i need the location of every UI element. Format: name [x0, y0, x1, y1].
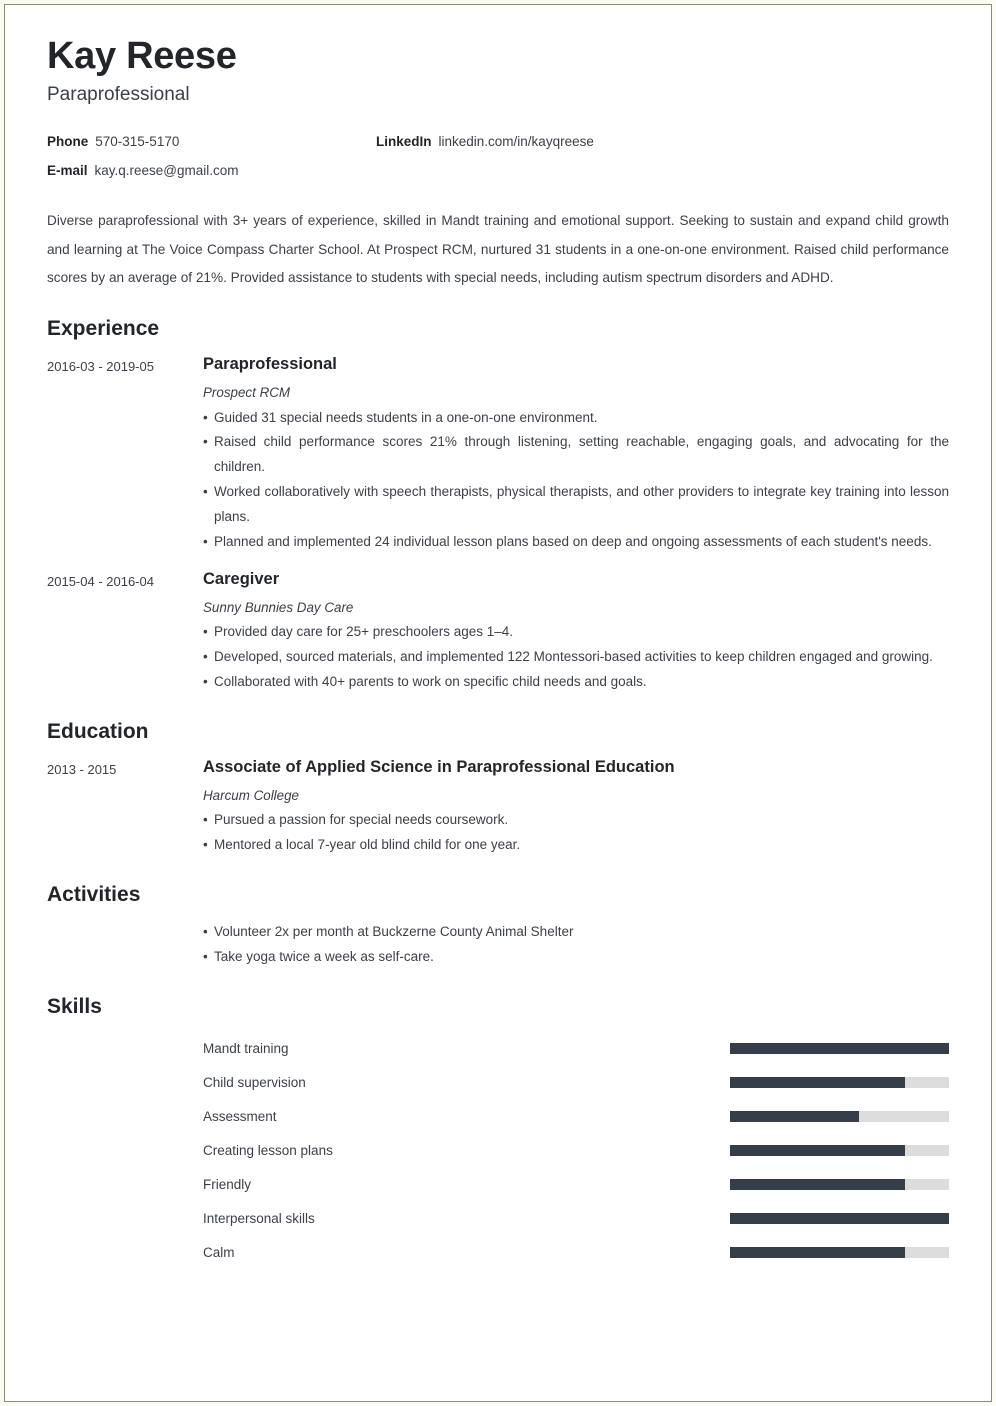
- bullet-item: • Developed, sourced materials, and implemented 122 Montessori-based activities to keep children engaged and growing.: [203, 645, 949, 670]
- section-activities: [5, 882, 991, 970]
- entry-body: [203, 920, 949, 970]
- section-title-activities: Activities: [47, 882, 141, 906]
- resume-page: [4, 4, 992, 1402]
- contact-linkedin[interactable]: [376, 133, 594, 151]
- skill-row: [47, 1202, 949, 1236]
- entry-role: Paraprofessional: [203, 355, 337, 373]
- skill-row: [47, 1032, 949, 1066]
- bullet-item: • Collaborated with 40+ parents to work on specific child needs and goals.: [203, 670, 949, 695]
- experience-entry: [47, 354, 949, 555]
- skill-level-fill: [730, 1179, 905, 1190]
- entry-bullets: [203, 406, 949, 555]
- candidate-job-title: Paraprofessional: [47, 83, 190, 105]
- skill-name: Creating lesson plans: [203, 1143, 333, 1159]
- skill-level-bar: [730, 1145, 949, 1156]
- bullet-item: • Pursued a passion for special needs coursework.: [203, 808, 949, 833]
- skill-name: Child supervision: [203, 1075, 306, 1091]
- contact-email[interactable]: [47, 162, 376, 180]
- bullet-item: • Raised child performance scores 21% through listening, setting reachable, engaging goals, and advocating for the children.: [203, 430, 949, 480]
- entry-date: 2015-04 - 2016-04: [47, 573, 154, 589]
- entry-body: [203, 569, 949, 695]
- bullet-item: • Worked collaboratively with speech therapists, physical therapists, and other providers to integrate key training into lesson plans.: [203, 480, 949, 530]
- experience-entry: [47, 569, 949, 695]
- entry-organization: Sunny Bunnies Day Care: [203, 599, 354, 615]
- skill-row: [47, 1236, 949, 1270]
- skill-name: Mandt training: [203, 1041, 289, 1057]
- section-title-skills: Skills: [47, 994, 102, 1018]
- skills-list: [47, 1032, 949, 1270]
- contact-linkedin-label: LinkedIn: [376, 134, 432, 150]
- entry-date: 2013 - 2015: [47, 761, 117, 777]
- entry-school: Harcum College: [203, 787, 300, 803]
- contact-email-value[interactable]: kay.q.reese@gmail.com: [94, 162, 239, 178]
- resume-header: [5, 5, 991, 179]
- entry-bullets: [203, 808, 949, 858]
- contact-phone-label: Phone: [47, 134, 89, 150]
- contact-email-label: E-mail: [47, 162, 88, 178]
- section-experience: [5, 316, 991, 695]
- bullet-item: • Guided 31 special needs students in a one-on-one environment.: [203, 406, 949, 431]
- bullet-item: • Volunteer 2x per month at Buckzerne County Animal Shelter: [203, 920, 949, 945]
- skill-level-bar: [730, 1043, 949, 1054]
- skill-level-fill: [730, 1247, 905, 1258]
- skill-name: Assessment: [203, 1109, 277, 1125]
- section-title-education: Education: [47, 719, 149, 743]
- skill-row: [47, 1100, 949, 1134]
- skill-row: [47, 1066, 949, 1100]
- resume-content: [5, 5, 991, 1401]
- skill-level-bar: [730, 1077, 949, 1088]
- bullet-item: • Mentored a local 7-year old blind child for one year.: [203, 833, 949, 858]
- skill-level-bar: [730, 1213, 949, 1224]
- entry-role: Caregiver: [203, 569, 280, 588]
- skill-row: [47, 1134, 949, 1168]
- section-title-experience: Experience: [47, 316, 160, 340]
- entry-date-spacer: [47, 920, 203, 924]
- skill-row: [47, 1168, 949, 1202]
- entry-degree: Associate of Applied Science in Paraprofessional Education: [203, 757, 675, 776]
- skill-level-fill: [730, 1213, 949, 1224]
- skill-level-fill: [730, 1111, 859, 1122]
- skill-level-bar: [730, 1111, 949, 1122]
- skill-level-fill: [730, 1077, 905, 1088]
- skill-level-fill: [730, 1145, 905, 1156]
- skill-level-fill: [730, 1043, 949, 1054]
- entry-bullets: [203, 620, 949, 694]
- contact-block: [47, 133, 949, 179]
- candidate-name: Kay Reese: [47, 35, 237, 77]
- entry-bullets: [203, 920, 949, 970]
- entry-organization: Prospect RCM: [203, 385, 291, 401]
- skill-level-bar: [730, 1247, 949, 1258]
- bullet-item: • Take yoga twice a week as self-care.: [203, 945, 949, 970]
- entry-date: 2016-03 - 2019-05: [47, 359, 154, 374]
- contact-linkedin-value[interactable]: linkedin.com/in/kayqreese: [438, 134, 594, 150]
- entry-body: [203, 757, 949, 858]
- section-skills: [5, 994, 991, 1270]
- contact-row-2: [47, 162, 949, 180]
- skill-level-bar: [730, 1179, 949, 1190]
- contact-phone: [47, 133, 376, 151]
- section-education: [5, 719, 991, 858]
- bullet-item: • Planned and implemented 24 individual lesson plans based on deep and ongoing assessments of each student's needs.: [203, 530, 949, 555]
- contact-row-1: [47, 133, 949, 151]
- skill-name: Calm: [203, 1245, 235, 1261]
- skill-name: Friendly: [203, 1177, 252, 1193]
- activities-entry: [47, 920, 949, 970]
- education-entry: [47, 757, 949, 858]
- entry-body: [203, 354, 949, 555]
- contact-phone-value: 570-315-5170: [95, 134, 180, 150]
- skill-name: Interpersonal skills: [203, 1211, 315, 1227]
- bullet-item: • Provided day care for 25+ preschoolers ages 1–4.: [203, 620, 949, 645]
- professional-summary: Diverse paraprofessional with 3+ years of experience, skilled in Mandt training and emotional support. Seeking to sustain and expand child growth and learning at The Voice Compass Charter School. At Prospect RCM, nurtured 31 students in a one-on-one environment. Raised child performance scores by an average of 21%. Provided assistance to students with special needs, including autism spectrum disorders and ADHD.: [47, 213, 949, 285]
